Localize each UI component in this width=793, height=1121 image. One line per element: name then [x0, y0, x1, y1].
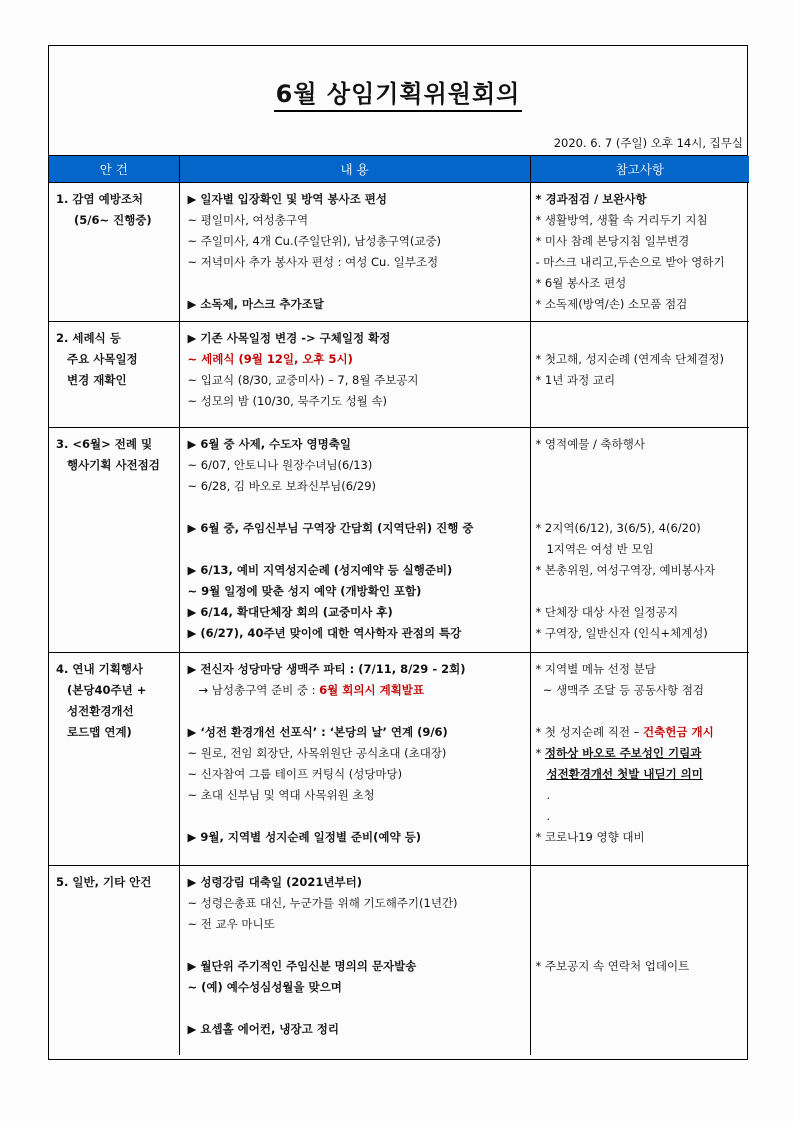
line-text: * [535, 745, 545, 760]
line-text: ▶ 일자별 입장확인 및 방역 봉사조 편성 [187, 191, 387, 206]
content-line [188, 231, 526, 252]
reference-cell [530, 865, 749, 1055]
content-line [188, 539, 526, 560]
reference-line [536, 935, 746, 956]
content-line [188, 893, 526, 914]
line-text: ~ 전 교우 마니또 [187, 916, 275, 931]
content-line [188, 785, 526, 806]
line-text: . [535, 787, 551, 802]
reference-line [536, 722, 746, 743]
agenda-line: (본당40주년 + [67, 682, 147, 697]
line-highlight: 성전환경개선 첫발 내딛기 의미 [546, 766, 703, 781]
reference-line [536, 231, 746, 252]
line-text: ~ (예) 예수성심성월을 맞으며 [187, 979, 342, 994]
reference-line [536, 273, 746, 294]
line-text: ▶ 성령강림 대축일 (2021년부터) [187, 874, 362, 889]
line-text: * 주보공지 속 연락처 업데이트 [535, 958, 690, 973]
content-line [188, 328, 526, 349]
line-text: ~ 입교식 (8/30, 교중미사) – 7, 8월 주보공지 [187, 372, 419, 387]
line-highlight: 6월 회의시 계획발표 [319, 682, 425, 697]
line-text: * 지역별 메뉴 선정 분담 [535, 661, 656, 676]
table-body [49, 182, 749, 1055]
table-row [49, 865, 749, 1055]
line-text: ▶ 월단위 주기적인 주임신분 명의의 문자발송 [187, 958, 417, 973]
reference-line [536, 785, 746, 806]
reference-line [536, 252, 746, 273]
content-line [188, 252, 526, 273]
reference-line [536, 476, 746, 497]
content-line [188, 581, 526, 602]
line-text: * 첫 성지순례 직전 – [535, 724, 644, 739]
table-row [49, 652, 749, 865]
line-text: ▶ 전신자 성당마당 생맥주 파티 : (7/11, 8/29 - 2회) [187, 661, 466, 676]
reference-line [536, 623, 746, 644]
content-line [188, 210, 526, 231]
content-cell [179, 427, 530, 652]
reference-line [536, 518, 746, 539]
line-text: ▶ 소독제, 마스크 추가조달 [187, 296, 324, 311]
content-line [188, 935, 526, 956]
content-line [188, 977, 526, 998]
content-line [188, 743, 526, 764]
reference-line [536, 602, 746, 623]
line-text: ~ 저녁미사 추가 봉사자 편성 : 여성 Cu. 일부조정 [187, 254, 439, 269]
reference-line [536, 189, 746, 210]
agenda-line: 주요 사목일정 [67, 351, 138, 366]
line-text: ▶ 요셉홀 에어컨, 냉장고 정리 [187, 1021, 339, 1036]
page-title-text: 6월 상임기획위원회의 [274, 80, 523, 112]
line-text: ▶ 6/13, 예비 지역성지순례 (성지예약 등 실행준비) [187, 562, 453, 577]
agenda-line: 2. 세례식 등 [56, 330, 121, 345]
reference-line [536, 328, 746, 349]
line-text: . [535, 808, 551, 823]
reference-line [536, 539, 746, 560]
reference-cell [530, 321, 749, 427]
line-text: ~ 성령은총표 대신, 누군가를 위해 기도해주기(1년간) [187, 895, 458, 910]
reference-line [536, 956, 746, 977]
agenda-line: 3. <6월> 전례 및 [56, 436, 153, 451]
content-line [188, 560, 526, 581]
agenda-cell [49, 182, 179, 321]
content-line [188, 872, 526, 893]
reference-line [536, 434, 746, 455]
header-reference: 참고사항 [530, 156, 749, 182]
agenda-line: 변경 재확인 [67, 372, 127, 387]
content-line [188, 189, 526, 210]
content-cell [179, 321, 530, 427]
document-frame [48, 45, 748, 1060]
line-text: * 6월 봉사조 편성 [535, 275, 627, 290]
line-text: ▶ 9월, 지역별 성지순례 일정별 준비(예약 등) [187, 829, 421, 844]
content-cell [179, 652, 530, 865]
line-text: ▶ (6/27), 40주년 맞이에 대한 역사학자 관점의 특강 [187, 625, 462, 640]
reference-cell [530, 652, 749, 865]
line-text: 1지역은 여성 반 모임 [535, 541, 654, 556]
content-line [188, 998, 526, 1019]
reference-line [536, 294, 746, 315]
meeting-info: 2020. 6. 7 (주일) 오후 14시, 집무실 [553, 136, 743, 150]
content-line [188, 518, 526, 539]
reference-line [536, 370, 746, 391]
line-text: ~ 신자참여 그룹 테이프 커팅식 (성당마당) [187, 766, 403, 781]
agenda-line: (5/6~ 진행중) [74, 212, 152, 227]
content-line [188, 434, 526, 455]
line-text: - 마스크 내리고,두손으로 받아 영하기 [535, 254, 725, 269]
line-text: ~ 평일미사, 여성총구역 [187, 212, 309, 227]
agenda-cell [49, 321, 179, 427]
reference-line [536, 581, 746, 602]
table-row [49, 321, 749, 427]
reference-line [536, 455, 746, 476]
agenda-line: 행사기획 사전점검 [67, 457, 160, 472]
reference-cell [530, 427, 749, 652]
reference-line [536, 893, 746, 914]
content-line [188, 764, 526, 785]
reference-line [536, 680, 746, 701]
reference-line [536, 914, 746, 935]
content-line [188, 722, 526, 743]
content-line [188, 680, 526, 701]
content-line [188, 701, 526, 722]
line-text: * 소독제(방역/손) 소모품 점검 [535, 296, 688, 311]
content-line [188, 827, 526, 848]
content-line [188, 806, 526, 827]
content-line [188, 370, 526, 391]
line-text: * 단체장 대상 사전 일정공지 [535, 604, 679, 619]
line-text: ~ 원로, 전임 회장단, 사목위원단 공식초대 (초대장) [187, 745, 447, 760]
reference-line [536, 497, 746, 518]
content-cell [179, 182, 530, 321]
line-text: ~ 성모의 밤 (10/30, 묵주기도 성월 속) [187, 393, 388, 408]
reference-line [536, 827, 746, 848]
line-text: ~ 생맥주 조달 등 공동사항 점검 [535, 682, 705, 697]
reference-line [536, 210, 746, 231]
line-text: ~ 초대 신부님 및 역대 사목위원 초청 [187, 787, 375, 802]
line-text: * 미사 참례 본당지침 일부변경 [535, 233, 690, 248]
content-line [188, 497, 526, 518]
reference-line [536, 806, 746, 827]
agenda-line: 5. 일반, 기타 안건 [56, 874, 152, 889]
line-text: * 2지역(6/12), 3(6/5), 4(6/20) [535, 520, 701, 535]
table-row [49, 182, 749, 321]
line-text: ~ 9월 일정에 맞춘 성지 예약 (개방확인 포함) [187, 583, 422, 598]
reference-line [536, 764, 746, 785]
line-text: → 남성총구역 준비 중 : [187, 682, 320, 697]
line-text: ~ 세례식 (9월 12일, 오후 5시) [187, 351, 353, 366]
line-text: ~ 주일미사, 4개 Cu.(주일단위), 남성총구역(교중) [187, 233, 442, 248]
agenda-line: 1. 감염 예방조처 [56, 191, 144, 206]
header-content: 내 용 [179, 156, 530, 182]
page-title [49, 74, 747, 109]
reference-line [536, 701, 746, 722]
line-text: ~ 6/07, 안토니나 원장수녀님(6/13) [187, 457, 373, 472]
table-header-row [49, 156, 749, 182]
line-highlight: 정하상 바오로 주보성인 기림과 [544, 745, 702, 760]
line-text: * 경과점검 / 보완사항 [535, 191, 647, 206]
content-cell [179, 865, 530, 1055]
line-text: * 구역장, 일반신자 (인식+체계성) [535, 625, 708, 640]
reference-cell [530, 182, 749, 321]
line-text [536, 767, 547, 781]
content-line [188, 956, 526, 977]
content-line [188, 623, 526, 644]
line-text: ~ 6/28, 김 바오로 보좌신부님(6/29) [187, 478, 377, 493]
reference-line [536, 659, 746, 680]
reference-line [536, 872, 746, 893]
reference-line [536, 349, 746, 370]
agenda-cell [49, 865, 179, 1055]
agenda-table [49, 156, 749, 1055]
content-line [188, 659, 526, 680]
content-line [188, 1019, 526, 1040]
title-area [49, 46, 747, 156]
content-line [188, 391, 526, 412]
agenda-line: 성전환경개선 [67, 703, 134, 718]
line-text: * 코로나19 영향 대비 [535, 829, 645, 844]
content-line [188, 914, 526, 935]
agenda-cell [49, 427, 179, 652]
reference-line [536, 743, 746, 764]
reference-line [536, 560, 746, 581]
line-text: * 생활방역, 생활 속 거리두기 지침 [535, 212, 708, 227]
line-text: * 영적예물 / 축하행사 [535, 436, 645, 451]
line-text: * 1년 과정 교리 [535, 372, 616, 387]
content-line [188, 455, 526, 476]
line-text: * 본총위원, 여성구역장, 예비봉사자 [535, 562, 716, 577]
line-text: ▶ 6/14, 확대단체장 회의 (교중미사 후) [187, 604, 393, 619]
line-highlight: 건축헌금 개시 [643, 724, 714, 739]
header-agenda: 안 건 [49, 156, 179, 182]
content-line [188, 273, 526, 294]
content-line [188, 349, 526, 370]
line-text: * 첫고해, 성지순례 (연계속 단체결정) [535, 351, 725, 366]
content-line [188, 294, 526, 315]
agenda-cell [49, 652, 179, 865]
content-line [188, 476, 526, 497]
table-row [49, 427, 749, 652]
line-text: ▶ 6월 중, 주임신부님 구역장 간담회 (지역단위) 진행 중 [187, 520, 474, 535]
line-text: ▶ ‘성전 환경개선 선포식’ : ‘본당의 날’ 연계 (9/6) [187, 724, 448, 739]
content-line [188, 602, 526, 623]
agenda-line: 4. 연내 기획행사 [56, 661, 144, 676]
line-text: ▶ 6월 중 사제, 수도자 영명축일 [187, 436, 351, 451]
agenda-line: 로드맵 연계) [67, 724, 132, 739]
line-text: ▶ 기존 사목일정 변경 -> 구체일정 확정 [187, 330, 391, 345]
